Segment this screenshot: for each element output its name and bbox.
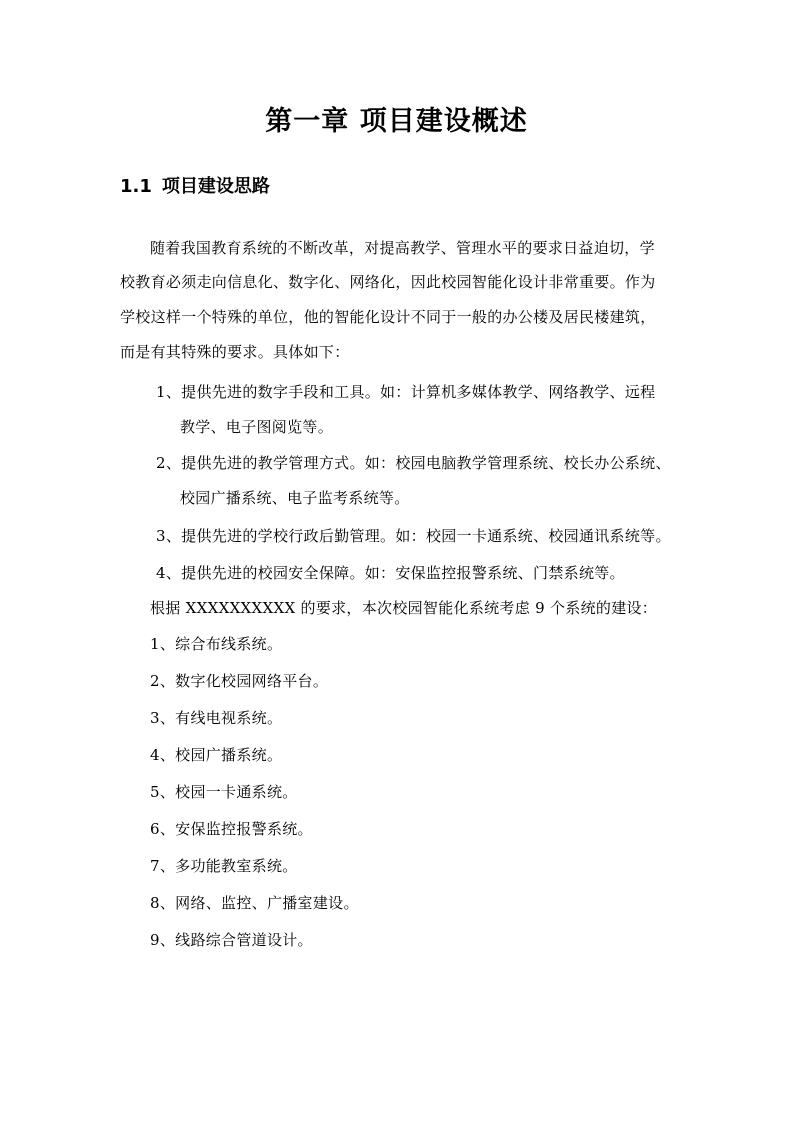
system-item-6: 6、安保监控报警系统。 [150,820,313,838]
requirement-3: 3、提供先进的学校行政后勤管理。如：校园一卡通系统、校园通讯系统等。 [156,527,671,545]
system-item-1: 1、综合布线系统。 [150,635,283,653]
section-title-text: 项目建设思路 [161,176,270,197]
section-number: 1.1 [120,176,152,197]
chapter-title: 第一章 项目建设概述 [265,106,528,137]
requirement-1-line-1: 1、提供先进的数字手段和工具。如：计算机多媒体教学、网络教学、远程 [156,383,656,401]
requirement-4: 4、提供先进的校园安全保障。如：安保监控报警系统、门禁系统等。 [156,564,625,582]
system-item-4: 4、校园广播系统。 [150,746,283,764]
basis-line: 根据 XXXXXXXXXX 的要求，本次校园智能化系统考虑 9 个系统的建设： [150,599,658,617]
requirement-1-line-2: 教学、电子图阅览等。 [180,418,334,436]
system-item-3: 3、有线电视系统。 [150,709,283,727]
intro-line-3: 学校这样一个特殊的单位，他的智能化设计不同于一般的办公楼及居民楼建筑， [120,308,656,326]
requirement-2-line-1: 2、提供先进的教学管理方式。如：校园电脑教学管理系统、校长办公系统、 [156,454,671,472]
system-item-9: 9、线路综合管道设计。 [150,931,313,949]
requirement-2-line-2: 校园广播系统、电子监考系统等。 [180,489,410,507]
intro-line-4: 而是有其特殊的要求。具体如下： [120,343,350,361]
system-item-5: 5、校园一卡通系统。 [150,783,298,801]
section-heading [120,174,270,200]
intro-line-2: 校教育必须走向信息化、数字化、网络化，因此校园智能化设计非常重要。作为 [120,273,656,291]
system-item-8: 8、网络、监控、广播室建设。 [150,894,359,912]
system-item-7: 7、多功能教室系统。 [150,857,298,875]
system-item-2: 2、数字化校园网络平台。 [150,672,329,690]
intro-line-1: 随着我国教育系统的不断改革，对提高教学、管理水平的要求日益迫切，学 [150,239,655,257]
